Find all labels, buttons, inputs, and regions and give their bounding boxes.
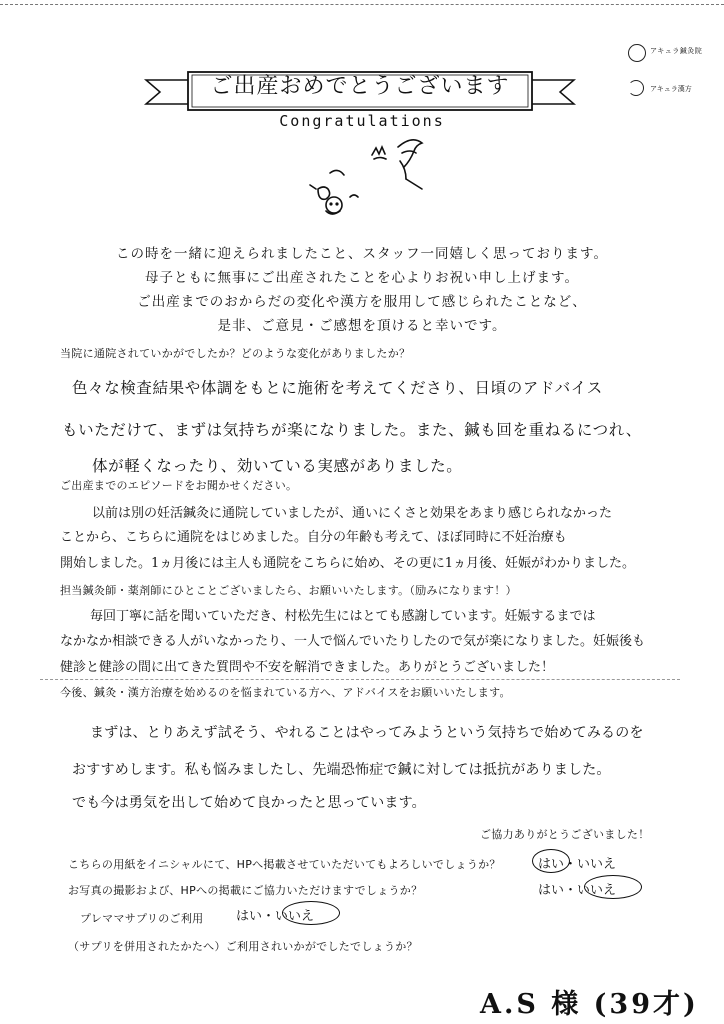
answer-1-line-1: 色々な検査結果や体調をもとに施術を考えてくださり、日頃のアドバイス xyxy=(72,379,603,397)
page-title: ご出産おめでとうございます xyxy=(210,74,510,99)
question-message-to-staff: 担当鍼灸師・薬剤師にひとことございましたら、お願いいたします。（励みになります！） xyxy=(60,584,517,597)
supplement-use-options: はい・いいえ xyxy=(236,909,315,924)
photo-consent-options: はい・いいえ xyxy=(538,883,617,898)
customer-signature: A.S 様 (39才) xyxy=(480,989,699,1020)
question-advice-for-others: 今後、鍼灸・漢方治療を始めるのを悩まれている方へ、アドバイスをお願いいたします。 xyxy=(60,686,511,699)
congratulations-subtitle: Congratulations xyxy=(279,112,445,130)
intro-line-1: この時を一緒に迎えられましたこと、スタッフ一同嬉しく思っております。 xyxy=(116,246,608,262)
question-visit-experience: 当院に通院されていかがでしたか？どのような変化がありましたか？ xyxy=(60,347,411,360)
clinic-logo-icon xyxy=(628,44,646,62)
kampo-logo-text: アキュラ漢方 xyxy=(650,85,692,93)
baby-illustration-icon xyxy=(290,135,440,225)
answer-1-line-2: もいただけて、まずは気持ちが楽になりました。また、鍼も回を重ねるにつれ、 xyxy=(62,421,642,439)
supplement-use-question: プレママサプリのご利用 xyxy=(80,912,204,925)
answer-4-line-1: まずは、とりあえず試そう、やれることはやってみようという気持ちで始めてみるのを xyxy=(90,725,644,741)
clinic-logo-text: アキュラ鍼灸院 xyxy=(650,47,703,55)
initial-consent-options: はい・いいえ xyxy=(538,857,617,872)
answer-4-line-3: でも今は勇気を出して始めて良かったと思っています。 xyxy=(72,795,426,811)
intro-line-2: 母子ともに無事にご出産されたことを心よりお祝い申し上げます。 xyxy=(145,270,579,286)
intro-line-4: 是非、ご意見・ご感想を頂けると幸いです。 xyxy=(217,318,507,334)
supplement-use-selected-circle xyxy=(282,901,340,925)
question-birth-episode: ご出産までのエピソードをお聞かせください。 xyxy=(60,479,298,492)
answer-3-line-3: 健診と健診の間に出てきた質問や不安を解消できました。ありがとうございました！ xyxy=(60,660,555,675)
supplement-followup-question: （サプリを併用されたかたへ）ご利用されいかがでしたでしょうか？ xyxy=(68,940,418,953)
intro-line-3: ご出産までのおからだの変化や漢方を服用して感じられたことなど、 xyxy=(137,294,587,310)
thanks-message: ご協力ありがとうございました！ xyxy=(480,828,650,841)
initial-consent-selected-circle xyxy=(532,849,570,873)
section-divider xyxy=(40,679,680,680)
kampo-logo-icon xyxy=(628,80,644,96)
answer-3-line-1: 毎回丁寧に話を聞いていただき、村松先生にはとても感謝しています。妊娠するまでは xyxy=(90,609,596,624)
answer-3-line-2: なかなか相談できる人がいなかったり、一人で悩んでいたりしたので気が楽になりました。妊娠後も xyxy=(60,634,646,649)
answer-2-line-2: ことから、こちらに通院をはじめました。自分の年齢も考えて、ほぼ同時に不妊治療も xyxy=(60,530,567,545)
answer-4-line-2: おすすめします。私も悩みましたし、先端恐怖症で鍼に対しては抵抗がありました。 xyxy=(72,762,611,778)
page-top-border xyxy=(0,4,724,5)
initial-consent-question: こちらの用紙をイニシャルにて、HPへ掲載させていただいてもよろしいでしょうか？ xyxy=(68,858,501,871)
answer-1-line-3: 体が軽くなったり、効いている実感がありました。 xyxy=(92,457,463,475)
answer-2-line-1: 以前は別の妊活鍼灸に通院していましたが、通いにくさと効果をあまり感じられなかった xyxy=(92,506,613,521)
answer-2-line-3: 開始しました。1ヵ月後には主人も通院をこちらに始め、その更に1ヵ月後、妊娠がわかりました。 xyxy=(60,556,636,571)
photo-consent-selected-circle xyxy=(584,875,642,899)
photo-consent-question: お写真の撮影および、HPへの掲載にご協力いただけますでしょうか？ xyxy=(68,884,423,897)
